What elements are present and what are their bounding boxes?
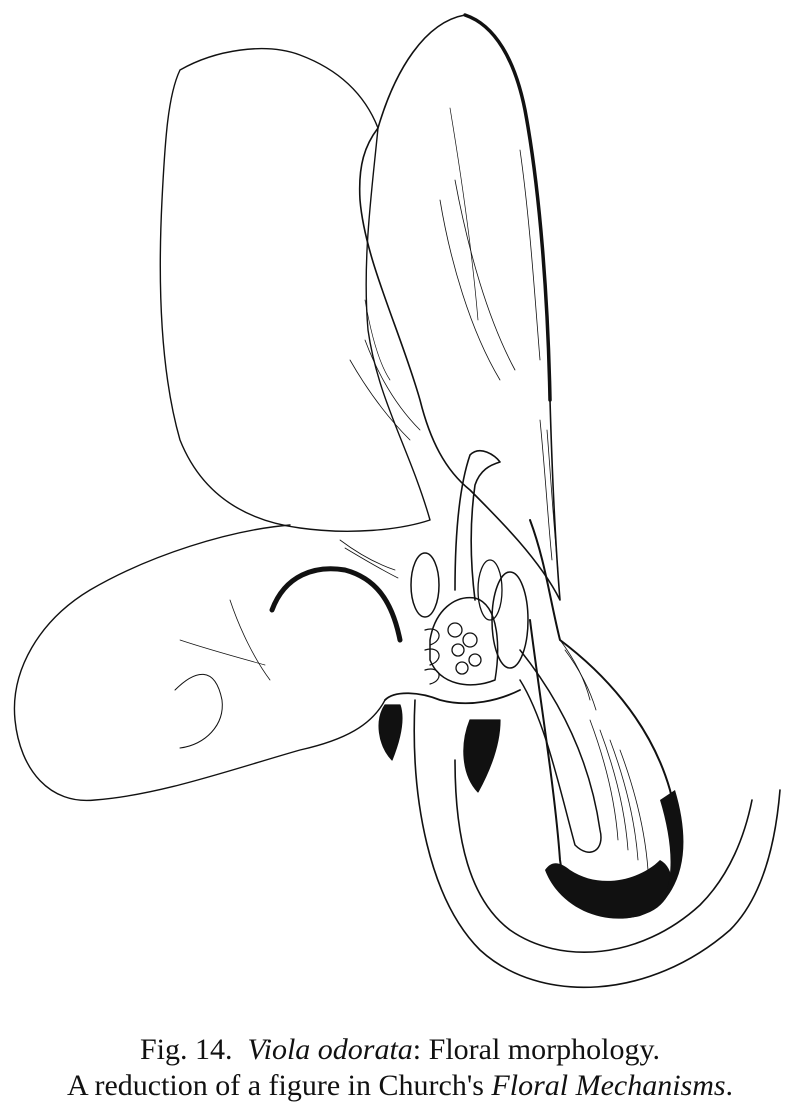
lower-petal-spur [530,520,678,918]
caption-description: Floral morphology. [428,1033,661,1066]
petal-veins [180,108,478,665]
ovule [448,623,462,637]
receptacle [385,690,520,703]
caption-separator: : [412,1033,422,1066]
central-hood [520,650,601,852]
caption-source: A reduction of a figure in Church's [66,1069,484,1102]
figure-caption [0,1032,800,1104]
style [455,451,500,600]
ovule [463,633,477,647]
ovule [469,654,481,666]
nectary-scales [425,629,439,684]
upper-right-petal [360,15,560,600]
left-sepal [379,705,402,760]
anther-left [411,553,439,617]
ovary [430,598,498,685]
ovule [452,644,464,656]
lateral-petal-curve [272,569,400,640]
right-sepal [464,720,500,792]
ovule [456,662,468,674]
upper-right-petal-edge [465,15,550,400]
figure-label: Fig. 14. [139,1033,233,1066]
spur-inner [455,760,752,952]
hatching [230,150,648,870]
species-name: Viola odorata [247,1033,413,1066]
book-title: Floral Mechanisms [491,1069,726,1102]
upper-left-petal [160,49,430,532]
caption-line-2 [0,1068,800,1104]
caption-line-1 [0,1032,800,1068]
spur-shadow [545,860,671,919]
lower-left-petal-fold [175,674,222,748]
caption-end: . [725,1069,734,1102]
